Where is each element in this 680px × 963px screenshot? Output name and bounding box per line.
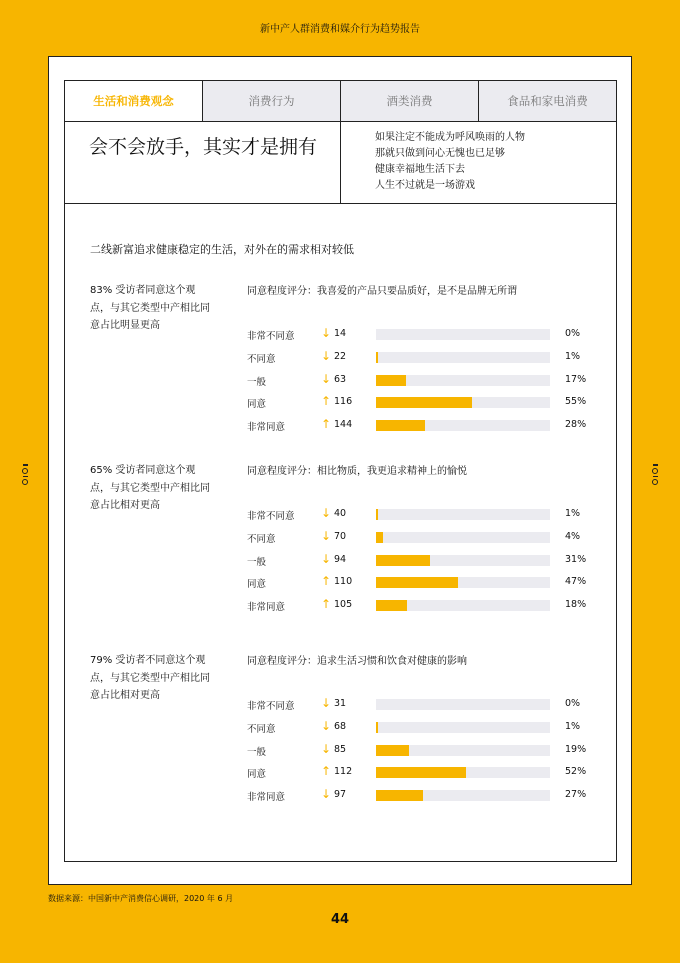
tab-food-appliances[interactable]: 食品和家电消费 (478, 81, 616, 121)
response-percent: 4% (565, 531, 581, 542)
question-title: 同意程度评分：我喜爱的产品只要品质好，是不是品牌无所谓 (247, 286, 517, 297)
bar-track (376, 375, 550, 386)
response-percent: 0% (565, 698, 581, 709)
response-row (247, 554, 607, 568)
tab-bar (65, 81, 616, 122)
response-label: 同意 (247, 399, 267, 410)
response-percent: 28% (565, 419, 587, 430)
arrow-down-icon: ↓ (321, 529, 332, 543)
response-label: 一般 (247, 557, 267, 568)
arrow-down-icon: ↓ (321, 696, 332, 710)
response-row (247, 789, 607, 803)
response-percent: 17% (565, 374, 587, 385)
response-count: 31 (334, 698, 347, 709)
content-frame (64, 80, 617, 862)
bar-fill (376, 352, 378, 363)
bar-track (376, 699, 550, 710)
response-percent: 55% (565, 396, 587, 407)
section-note: 79% 受访者不同意这个观点，与其它类型中产相比同意占比相对更高 (90, 655, 210, 701)
content-card (48, 56, 632, 885)
response-count: 68 (334, 721, 347, 732)
response-label: 非常不同意 (247, 701, 295, 712)
arrow-down-icon: ↓ (321, 372, 332, 386)
arrow-down-icon: ↓ (321, 787, 332, 801)
response-percent: 47% (565, 576, 587, 587)
response-label: 一般 (247, 377, 267, 388)
arrow-down-icon: ↓ (321, 349, 332, 363)
bar-fill (376, 600, 407, 611)
response-row (247, 419, 607, 433)
arrow-down-icon: ↓ (321, 326, 332, 340)
response-count: 70 (334, 531, 347, 542)
response-count: 63 (334, 374, 347, 385)
response-row (247, 766, 607, 780)
page-number: 44 (330, 912, 350, 927)
bar-track (376, 577, 550, 588)
arrow-up-icon: ↑ (321, 574, 332, 588)
tab-alcohol[interactable]: 酒类消费 (340, 81, 478, 121)
report-title: 新中产人群消费和媒介行为趋势报告 (260, 24, 420, 35)
response-label: 同意 (247, 769, 267, 780)
poem-line: 人生不过就是一场游戏 (375, 180, 475, 191)
response-row (247, 698, 607, 712)
response-row (247, 508, 607, 522)
bar-track (376, 555, 550, 566)
response-percent: 19% (565, 744, 587, 755)
response-percent: 18% (565, 599, 587, 610)
response-label: 同意 (247, 579, 267, 590)
bar-fill (376, 577, 458, 588)
bar-track (376, 329, 550, 340)
response-label: 不同意 (247, 354, 276, 365)
response-count: 97 (334, 789, 347, 800)
bar-fill (376, 745, 409, 756)
bar-fill (376, 397, 472, 408)
response-row (247, 531, 607, 545)
response-label: 非常不同意 (247, 331, 295, 342)
response-row (247, 576, 607, 590)
response-row (247, 351, 607, 365)
bar-track (376, 352, 550, 363)
bar-fill (376, 722, 378, 733)
response-percent: 27% (565, 789, 587, 800)
header-row (65, 122, 616, 204)
arrow-up-icon: ↑ (321, 764, 332, 778)
response-label: 非常不同意 (247, 511, 295, 522)
bar-fill (376, 555, 430, 566)
response-percent: 0% (565, 328, 581, 339)
response-label: 非常同意 (247, 792, 286, 803)
arrow-down-icon: ↓ (321, 506, 332, 520)
question-title: 同意程度评分：追求生活习惯和饮食对健康的影响 (247, 656, 467, 667)
response-count: 14 (334, 328, 347, 339)
data-source: 数据来源：中国新中产消费信心调研，2020 年 6 月 (48, 894, 234, 903)
poem-line: 那就只做到问心无愧也已足够 (375, 148, 505, 159)
response-label: 非常同意 (247, 422, 286, 433)
response-percent: 52% (565, 766, 587, 777)
response-row (247, 396, 607, 410)
arrow-down-icon: ↓ (321, 552, 332, 566)
arrow-up-icon: ↑ (321, 417, 332, 431)
bar-track (376, 509, 550, 520)
response-count: 110 (334, 576, 353, 587)
section-note: 65% 受访者同意这个观点，与其它类型中产相比同意占比相对更高 (90, 465, 210, 511)
intro-text: 二线新富追求健康稳定的生活，对外在的需求相对较低 (90, 243, 354, 256)
response-percent: 31% (565, 554, 587, 565)
bar-track (376, 790, 550, 801)
response-count: 85 (334, 744, 347, 755)
response-count: 40 (334, 508, 347, 519)
bar-track (376, 420, 550, 431)
arrow-down-icon: ↓ (321, 719, 332, 733)
bar-track (376, 722, 550, 733)
bar-fill (376, 375, 406, 386)
headline: 会不会放手，其实才是拥有 (65, 122, 341, 203)
response-label: 一般 (247, 747, 267, 758)
response-label: 不同意 (247, 534, 276, 545)
bar-fill (376, 790, 423, 801)
response-percent: 1% (565, 351, 581, 362)
response-percent: 1% (565, 508, 581, 519)
response-count: 112 (334, 766, 353, 777)
bar-fill (376, 420, 425, 431)
arrow-up-icon: ↑ (321, 597, 332, 611)
bar-fill (376, 767, 466, 778)
response-label: 非常同意 (247, 602, 286, 613)
bar-track (376, 600, 550, 611)
response-count: 144 (334, 419, 353, 430)
bar-track (376, 532, 550, 543)
bar-track (376, 767, 550, 778)
response-row (247, 744, 607, 758)
poem (341, 122, 525, 203)
poem-line: 如果注定不能成为呼风唤雨的人物 (375, 132, 525, 143)
side-marker-right (651, 464, 659, 485)
arrow-down-icon: ↓ (321, 742, 332, 756)
tab-lifestyle[interactable]: 生活和消费观念 (65, 81, 202, 121)
response-count: 94 (334, 554, 347, 565)
bar-fill (376, 532, 383, 543)
arrow-up-icon: ↑ (321, 394, 332, 408)
response-row (247, 374, 607, 388)
bar-track (376, 745, 550, 756)
response-percent: 1% (565, 721, 581, 732)
response-label: 不同意 (247, 724, 276, 735)
tab-consumption-behavior[interactable]: 消费行为 (202, 81, 340, 121)
response-count: 116 (334, 396, 353, 407)
response-count: 22 (334, 351, 347, 362)
side-marker-left (21, 464, 29, 485)
response-row (247, 721, 607, 735)
response-row (247, 328, 607, 342)
bar-fill (376, 509, 378, 520)
response-row (247, 599, 607, 613)
section-note: 83% 受访者同意这个观点，与其它类型中产相比同意占比明显更高 (90, 285, 210, 331)
response-count: 105 (334, 599, 353, 610)
question-title: 同意程度评分：相比物质，我更追求精神上的愉悦 (247, 466, 467, 477)
bar-track (376, 397, 550, 408)
poem-line: 健康幸福地生活下去 (375, 164, 465, 175)
